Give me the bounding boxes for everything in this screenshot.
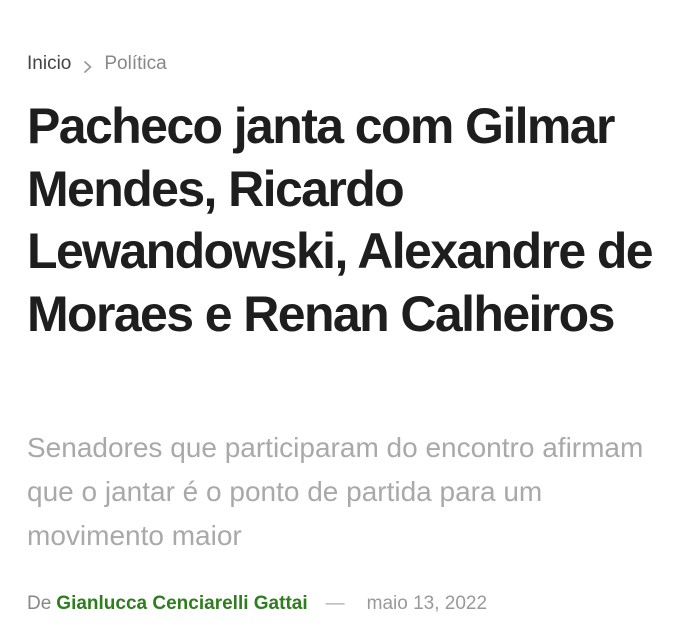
chevron-right-icon: [81, 57, 95, 71]
breadcrumb-current-section[interactable]: Política: [104, 53, 167, 74]
author-link[interactable]: Gianlucca Cenciarelli Gattai: [56, 593, 308, 614]
byline-separator: —: [325, 593, 345, 614]
byline-prefix: De: [27, 593, 52, 614]
article-subtitle: Senadores que participaram do encontro afirmam que o jantar é o ponto de partida para um movimento maior: [27, 432, 644, 551]
byline: [27, 592, 487, 616]
publish-date: maio 13, 2022: [366, 593, 488, 614]
article-headline: Pacheco janta com Gilmar Mendes, Ricardo Lewandowski, Alexandre de Moraes e Renan Calheiros: [27, 98, 653, 342]
breadcrumb: [27, 52, 167, 76]
breadcrumb-home-link[interactable]: Inicio: [27, 53, 72, 74]
